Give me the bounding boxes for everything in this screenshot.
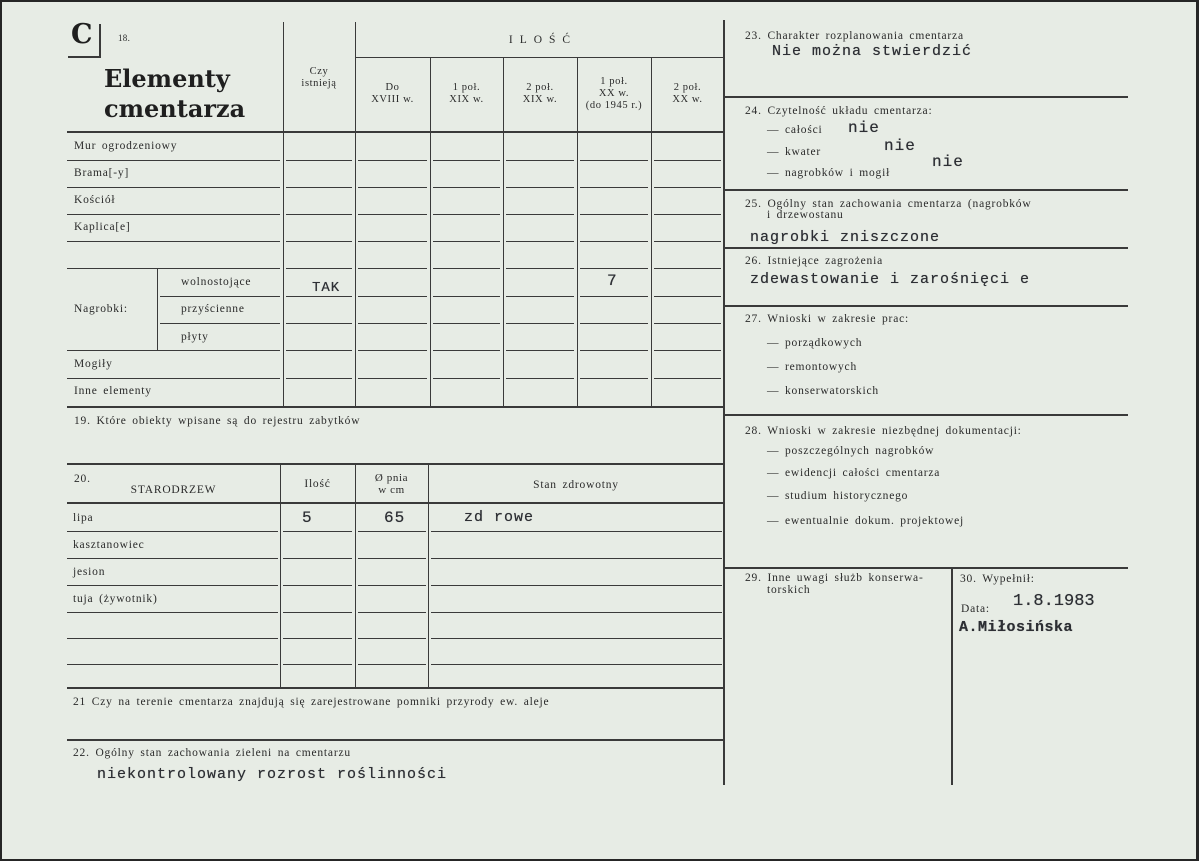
form-rule-horizontal [654, 241, 721, 242]
form-rule-horizontal [654, 350, 721, 351]
form-rule-horizontal [283, 612, 352, 613]
form-rule-horizontal [67, 214, 280, 215]
form-rule-horizontal [580, 160, 648, 161]
tree-species: tuja (żywotnik) [73, 593, 158, 605]
element-row-label: Mogiły [74, 358, 113, 370]
form-rule-horizontal [654, 378, 721, 379]
gravestone-type-label: wolnostojące [181, 276, 252, 288]
period-header-line: XIX w. [449, 94, 484, 105]
period-header-line: (do 1945 r.) [585, 100, 643, 111]
form-rule-horizontal [286, 323, 352, 324]
quantity-header: ILOŚĆ [508, 34, 578, 46]
form-rule-horizontal [283, 558, 352, 559]
old-trees-diameter-header [355, 472, 428, 496]
gravestones-label: Nagrobki: [74, 303, 128, 315]
form-rule-vertical [157, 268, 158, 350]
q24-item-label: — kwater [767, 146, 822, 158]
form-rule-horizontal [283, 664, 352, 665]
tree-diameter: 65 [384, 509, 406, 527]
form-rule-horizontal [67, 241, 280, 242]
q29-label: torskich [767, 584, 811, 596]
title-line-2: cmentarza [104, 94, 246, 123]
q26-answer: zdewastowanie i zarośnięci e [750, 271, 1031, 288]
period-header [430, 82, 503, 106]
form-rule-horizontal [431, 585, 722, 586]
form-rule-horizontal [431, 638, 722, 639]
element-row-label: Kościół [74, 194, 116, 206]
form-rule-horizontal [358, 638, 426, 639]
form-rule-horizontal [654, 323, 721, 324]
form-rule-horizontal [67, 585, 278, 586]
period-header [503, 82, 577, 106]
form-rule-horizontal [67, 739, 724, 741]
tree-species: kasztanowiec [73, 539, 145, 551]
q24-item-answer: nie [884, 137, 916, 155]
form-rule-vertical [355, 464, 356, 688]
q28-item: — ewidencji całości cmentarza [767, 467, 941, 479]
form-rule-horizontal [724, 567, 1128, 569]
q25-label: 25. Ogólny stan zachowania cmentarza (nagrobków [745, 198, 1032, 210]
period-header [651, 82, 724, 106]
period-header [577, 76, 651, 112]
form-rule-horizontal [431, 531, 722, 532]
element-row-label: Kaplica[e] [74, 221, 131, 233]
old-trees-count-header: Ilość [304, 478, 331, 490]
q27-item: — porządkowych [767, 337, 863, 349]
form-rule-horizontal [724, 247, 1128, 249]
q23-answer: Nie można stwierdzić [772, 43, 973, 60]
form-rule-horizontal [286, 214, 352, 215]
period-header [355, 82, 430, 106]
exists-header-line: Czy [309, 66, 329, 77]
form-rule-horizontal [358, 214, 427, 215]
period-header-line: XVIII w. [371, 94, 414, 105]
period-header-line: 1 poł. [452, 82, 481, 93]
form-rule-horizontal [433, 214, 500, 215]
form-rule-horizontal [506, 241, 574, 242]
form-rule-horizontal [654, 268, 721, 269]
form-rule-horizontal [283, 531, 352, 532]
section-number: 18. [118, 33, 131, 43]
gravestone-type-label: przyścienne [181, 303, 245, 315]
form-rule-horizontal [286, 378, 352, 379]
form-rule-horizontal [580, 350, 648, 351]
form-rule-horizontal [580, 241, 648, 242]
form-rule-horizontal [358, 378, 427, 379]
form-rule-horizontal [358, 160, 427, 161]
form-rule-vertical [723, 20, 725, 785]
q28-item: — poszczególnych nagrobków [767, 445, 935, 457]
freestanding-count-value: 7 [607, 272, 618, 290]
q26-label: 26. Istniejące zagrożenia [745, 255, 883, 267]
form-rule-horizontal [67, 268, 280, 269]
period-header-line: 2 poł. [673, 82, 702, 93]
form-rule-horizontal [654, 296, 721, 297]
form-rule-horizontal [580, 214, 648, 215]
period-header-line: 1 poł. [600, 76, 628, 87]
form-rule-horizontal [67, 638, 278, 639]
q25-label: i drzewostanu [767, 209, 844, 221]
freestanding-exists-value: TAK [312, 280, 341, 296]
q23-label: 23. Charakter rozplanowania cmentarza [745, 30, 964, 42]
q24-label: 24. Czytelność układu cmentarza: [745, 105, 933, 117]
q27-item: — remontowych [767, 361, 858, 373]
form-rule-horizontal [67, 350, 280, 351]
q24-item-answer: nie [848, 119, 880, 137]
form-rule-horizontal [506, 214, 574, 215]
form-rule-horizontal [286, 187, 352, 188]
form-rule-horizontal [358, 585, 426, 586]
tree-health: zd rowe [464, 509, 535, 526]
form-rule-horizontal [283, 638, 352, 639]
form-rule-horizontal [355, 57, 724, 58]
form-rule-vertical [280, 464, 281, 688]
form-rule-horizontal [433, 187, 500, 188]
form-rule-horizontal [67, 687, 724, 689]
diameter-header-line: w cm [378, 484, 405, 496]
form-rule-horizontal [724, 305, 1128, 307]
form-rule-horizontal [433, 350, 500, 351]
form-rule-horizontal [724, 414, 1128, 416]
element-row-label: Mur ogrodzeniowy [74, 140, 178, 152]
form-rule-horizontal [358, 612, 426, 613]
form-rule-horizontal [358, 268, 427, 269]
form-rule-horizontal [433, 268, 500, 269]
gravestone-type-label: płyty [181, 331, 209, 343]
form-rule-horizontal [67, 406, 724, 408]
form-rule-horizontal [358, 241, 427, 242]
form-rule-horizontal [580, 323, 648, 324]
form-rule-horizontal [67, 187, 280, 188]
form-rule-horizontal [286, 160, 352, 161]
form-rule-horizontal [506, 160, 574, 161]
form-rule-vertical [99, 24, 100, 57]
form-rule-horizontal [67, 131, 724, 133]
form-rule-horizontal [580, 296, 648, 297]
tree-count: 5 [302, 509, 313, 527]
form-rule-horizontal [433, 323, 500, 324]
form-rule-horizontal [358, 531, 426, 532]
form-rule-horizontal [506, 323, 574, 324]
form-rule-horizontal [283, 585, 352, 586]
q29-label: 29. Inne uwagi służb konserwa- [745, 572, 924, 584]
form-rule-horizontal [433, 296, 500, 297]
form-rule-horizontal [67, 558, 278, 559]
old-trees-header: STARODRZEW [130, 484, 217, 496]
form-rule-horizontal [654, 160, 721, 161]
q30-date: 1.8.1983 [1013, 592, 1095, 611]
section-letter: C [71, 19, 93, 50]
form-rule-horizontal [433, 160, 500, 161]
q25-answer: nagrobki zniszczone [750, 229, 941, 246]
q28-item: — ewentualnie dokum. projektowej [767, 515, 965, 527]
element-row-label: Inne elementy [74, 385, 152, 397]
period-header-line: Do [385, 82, 400, 93]
old-trees-number: 20. [74, 473, 91, 485]
form-rule-horizontal [506, 378, 574, 379]
form-rule-horizontal [431, 612, 722, 613]
form-rule-vertical [428, 464, 429, 688]
form-rule-horizontal [67, 463, 724, 465]
form-rule-horizontal [67, 531, 278, 532]
form-rule-horizontal [506, 296, 574, 297]
title-line-1: Elementy [104, 64, 230, 93]
form-rule-horizontal [358, 187, 427, 188]
form-rule-horizontal [67, 378, 280, 379]
form-rule-horizontal [358, 350, 427, 351]
tree-species: lipa [73, 512, 94, 524]
form-rule-horizontal [506, 187, 574, 188]
form-rule-horizontal [67, 160, 280, 161]
form-rule-horizontal [580, 378, 648, 379]
q30-date-label: Data: [961, 603, 990, 615]
form-rule-horizontal [654, 187, 721, 188]
form-rule-horizontal [580, 187, 648, 188]
form-rule-horizontal [433, 378, 500, 379]
q24-item-answer: nie [932, 153, 964, 171]
form-rule-horizontal [506, 350, 574, 351]
form-rule-vertical [951, 568, 953, 785]
form-rule-horizontal [433, 241, 500, 242]
q28-item: — studium historycznego [767, 490, 909, 502]
exists-header-line: istnieją [301, 78, 337, 89]
form-rule-horizontal [160, 296, 280, 297]
form-rule-horizontal [286, 241, 352, 242]
q28-label: 28. Wnioski w zakresie niezbędnej dokumentacji: [745, 425, 1022, 437]
q24-item-label: — całości [767, 124, 823, 136]
form-rule-horizontal [431, 558, 722, 559]
form-rule-horizontal [506, 268, 574, 269]
q22-answer: niekontrolowany rozrost roślinności [97, 766, 448, 783]
form-rule-horizontal [286, 350, 352, 351]
element-row-label: Brama[-y] [74, 167, 130, 179]
form-rule-horizontal [580, 268, 648, 269]
form-rule-horizontal [654, 214, 721, 215]
exists-header [283, 66, 355, 90]
q30-label: 30. Wypełnił: [960, 573, 1035, 585]
period-header-line: XX w. [598, 88, 630, 99]
form-rule-horizontal [358, 558, 426, 559]
form-rule-horizontal [68, 56, 101, 57]
tree-species: jesion [73, 566, 106, 578]
form-rule-horizontal [358, 296, 427, 297]
q24-item-label: — nagrobków i mogił [767, 167, 891, 179]
form-rule-horizontal [160, 323, 280, 324]
form-rule-horizontal [67, 664, 278, 665]
period-header-line: 2 poł. [526, 82, 554, 93]
form-rule-vertical [503, 57, 504, 407]
form-rule-horizontal [431, 664, 722, 665]
q22-label: 22. Ogólny stan zachowania zieleni na cmentarzu [73, 747, 351, 759]
form-rule-vertical [430, 57, 431, 407]
period-header-line: XIX w. [522, 94, 558, 105]
old-trees-health-header: Stan zdrowotny [533, 479, 619, 491]
q27-item: — konserwatorskich [767, 385, 879, 397]
form-rule-horizontal [286, 268, 352, 269]
q19-label: 19. Które obiekty wpisane są do rejestru zabytków [74, 415, 361, 427]
form-rule-horizontal [358, 323, 427, 324]
form-rule-horizontal [724, 96, 1128, 98]
q30-name: A.Miłosińska [959, 619, 1074, 636]
form-rule-horizontal [67, 502, 724, 504]
form-rule-horizontal [358, 664, 426, 665]
q27-label: 27. Wnioski w zakresie prac: [745, 313, 909, 325]
period-header-line: XX w. [672, 94, 703, 105]
q21-label: 21 Czy na terenie cmentarza znajdują się zarejestrowane pomniki przyrody ew. aleje [73, 696, 550, 708]
form-rule-horizontal [724, 189, 1128, 191]
form-rule-horizontal [67, 612, 278, 613]
diameter-header-line: Ø pnia [374, 472, 409, 484]
